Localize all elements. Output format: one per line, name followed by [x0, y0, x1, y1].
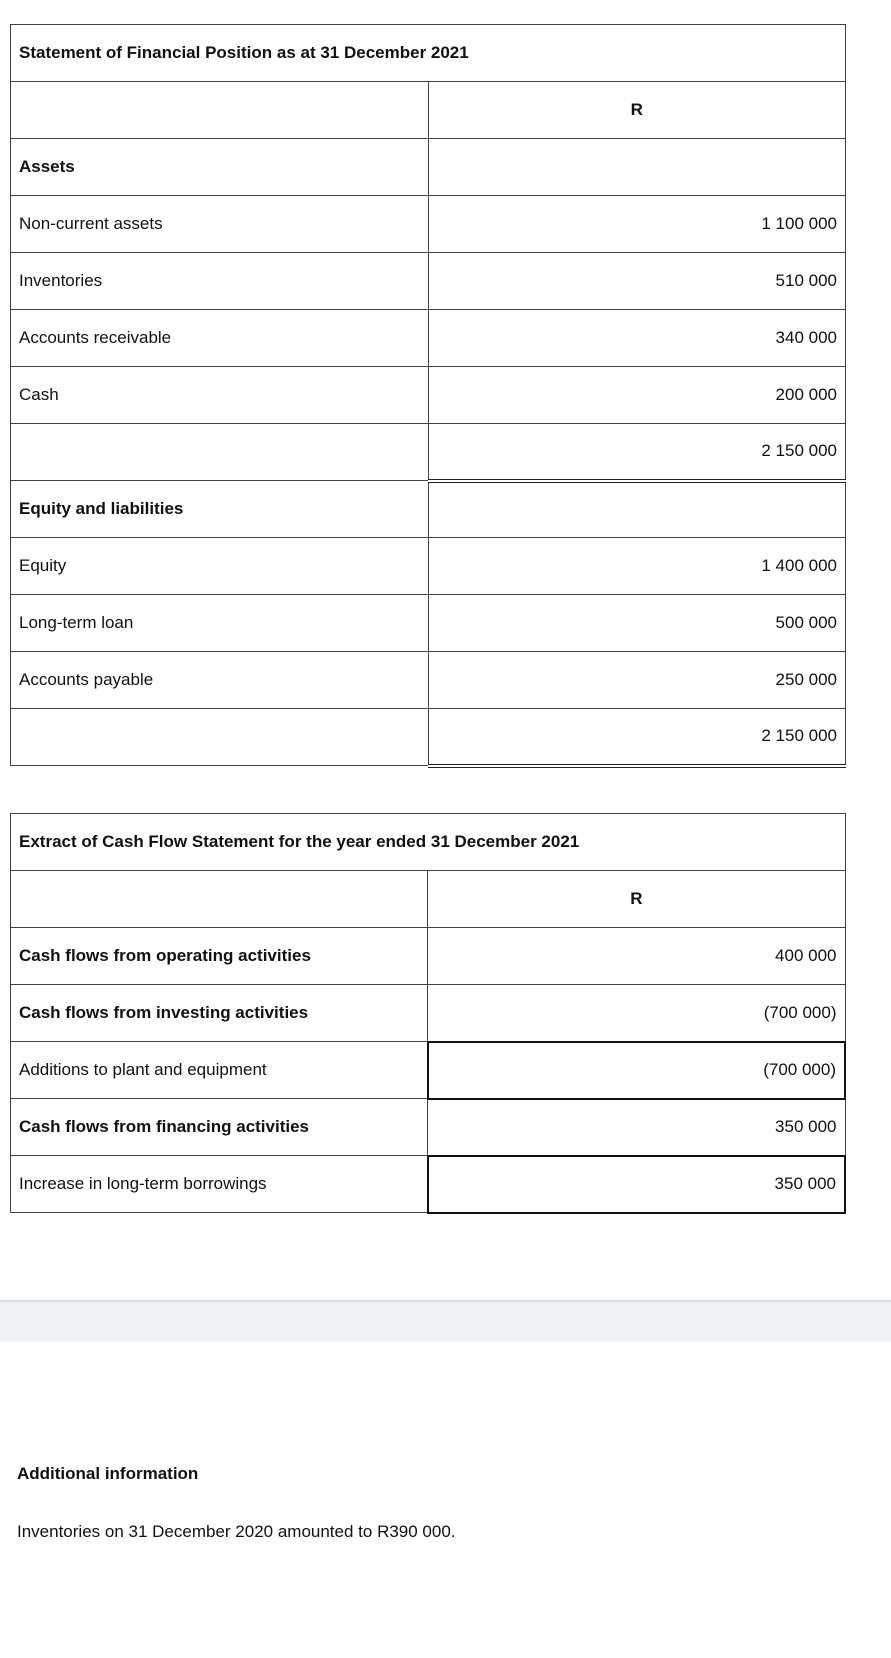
row-amount: 340 000 [428, 310, 846, 367]
table-row [11, 985, 846, 1042]
cash-flow-title: Extract of Cash Flow Statement for the year ended 31 December 2021 [11, 814, 846, 871]
row-label: Non-current assets [11, 196, 429, 253]
additional-info-text: Inventories on 31 December 2020 amounted to R390 000. [17, 1522, 456, 1541]
section-heading-row [11, 139, 846, 196]
table-row [11, 253, 846, 310]
currency-header-row [11, 871, 846, 928]
table-row [11, 367, 846, 424]
total-row [11, 424, 846, 481]
assets-total: 2 150 000 [428, 424, 846, 481]
row-amount: (700 000) [428, 985, 845, 1042]
row-amount: 1 400 000 [428, 538, 846, 595]
additional-info-heading: Additional information [17, 1464, 199, 1483]
assets-heading: Assets [11, 139, 429, 196]
table-row [11, 595, 846, 652]
table-row [11, 310, 846, 367]
equity-liabilities-heading: Equity and liabilities [11, 481, 429, 538]
row-label: Cash flows from operating activities [11, 928, 428, 985]
table-row [11, 1042, 846, 1099]
cash-flow-table [10, 813, 846, 1214]
row-label: Additions to plant and equipment [11, 1042, 428, 1099]
row-label: Cash [11, 367, 429, 424]
row-amount: 200 000 [428, 367, 846, 424]
row-label: Accounts payable [11, 652, 429, 709]
total-row [11, 709, 846, 766]
table-row [11, 196, 846, 253]
currency-header: R [428, 82, 846, 139]
row-amount: 250 000 [428, 652, 846, 709]
row-label: Cash flows from financing activities [11, 1099, 428, 1156]
table-row [11, 538, 846, 595]
row-amount: 500 000 [428, 595, 846, 652]
financial-position-table [10, 24, 846, 768]
financial-position-title: Statement of Financial Position as at 31 December 2021 [11, 25, 846, 82]
section-heading-row [11, 481, 846, 538]
currency-header-row [11, 82, 846, 139]
table-title-row [11, 25, 846, 82]
equity-liabilities-total: 2 150 000 [428, 709, 846, 766]
page-divider-band [0, 1300, 891, 1342]
row-label: Inventories [11, 253, 429, 310]
row-amount: 350 000 [428, 1156, 845, 1213]
table-title-row [11, 814, 846, 871]
row-label: Accounts receivable [11, 310, 429, 367]
row-label: Increase in long-term borrowings [11, 1156, 428, 1213]
row-label: Cash flows from investing activities [11, 985, 428, 1042]
currency-header: R [428, 871, 845, 928]
row-amount: (700 000) [428, 1042, 845, 1099]
row-label: Equity [11, 538, 429, 595]
row-label: Long-term loan [11, 595, 429, 652]
row-amount: 510 000 [428, 253, 846, 310]
row-amount: 350 000 [428, 1099, 845, 1156]
table-row [11, 1156, 846, 1213]
table-row [11, 1099, 846, 1156]
row-amount: 400 000 [428, 928, 845, 985]
table-row [11, 928, 846, 985]
table-row [11, 652, 846, 709]
row-amount: 1 100 000 [428, 196, 846, 253]
